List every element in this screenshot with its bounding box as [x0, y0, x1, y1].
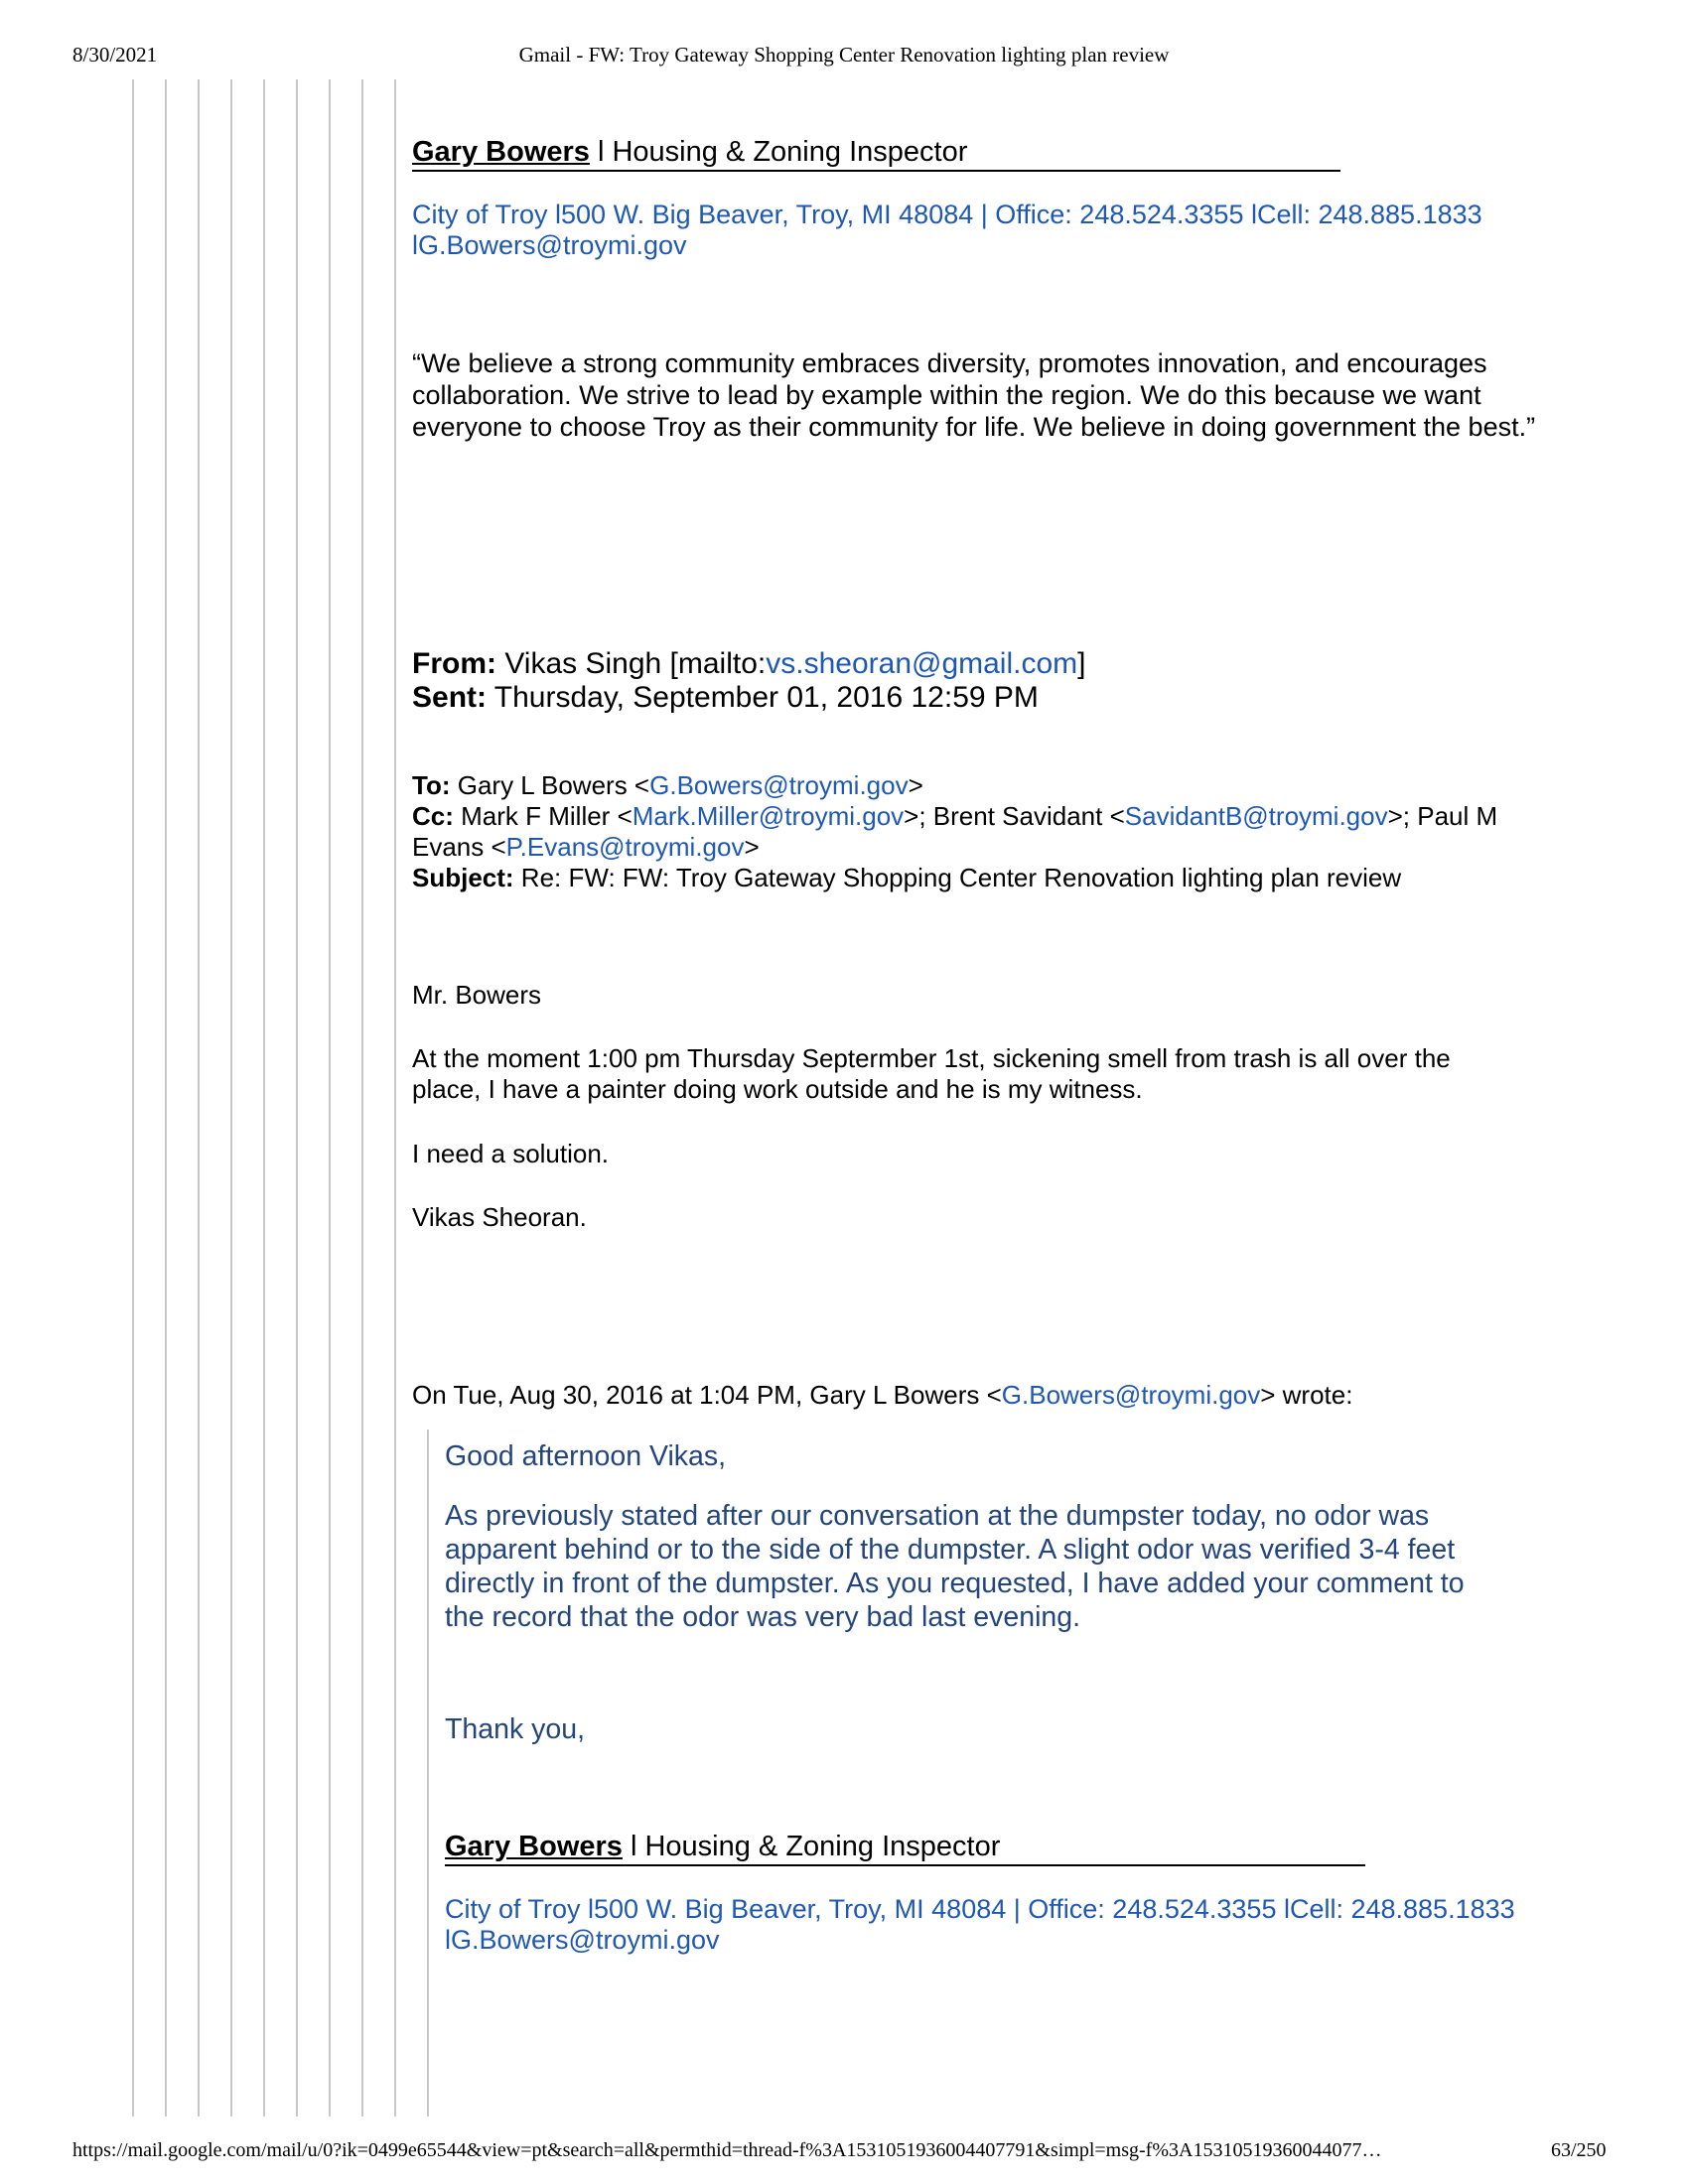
forward-cc: [412, 801, 1584, 832]
signature-title: l Housing & Zoning Inspector: [622, 1831, 1001, 1862]
quote-email-link[interactable]: G.Bowers@troymi.gov: [1001, 1380, 1261, 1410]
cc-name: Evans <: [412, 832, 506, 862]
cc-label: Cc:: [412, 801, 454, 831]
print-title: Gmail - FW: Troy Gateway Shopping Center Renovation lighting plan review: [518, 43, 1170, 67]
quoted-paragraph: [445, 1499, 1587, 1634]
print-url: https://mail.google.com/mail/u/0?ik=0499e65544&view=pt&search=all&permthid=thread-f%3A1531051936004407791&simpl=msg-f%3A15310519360044077…: [72, 2139, 1382, 2161]
body-greeting: Mr. Bowers: [412, 980, 542, 1010]
quote-header-prefix: On Tue, Aug 30, 2016 at 1:04 PM, Gary L Bowers <: [412, 1380, 1002, 1410]
quote-line: [165, 79, 167, 2116]
cc-email-link[interactable]: SavidantB@troymi.gov: [1124, 801, 1388, 831]
sent-label: Sent:: [412, 681, 487, 714]
signature-name: Gary Bowers: [412, 136, 590, 168]
signature-name: Gary Bowers: [445, 1831, 623, 1862]
to-close: >: [908, 770, 923, 800]
mission-line: “We believe a strong community embraces diversity, promotes innovation, and encourages: [412, 348, 1487, 378]
signature-top-address: City of Troy l500 W. Big Beaver, Troy, MI 48084 | Office: 248.524.3355 lCell: 248.885.1833: [412, 200, 1482, 229]
quote-line: [230, 79, 232, 2116]
sent-value: Thursday, September 01, 2016 12:59 PM: [487, 681, 1039, 714]
signature-top-email[interactable]: lG.Bowers@troymi.gov: [412, 230, 687, 260]
forward-to: [412, 770, 1584, 801]
quote-line: [329, 79, 331, 2116]
to-email-link[interactable]: G.Bowers@troymi.gov: [649, 770, 909, 800]
cc-name: Mark F Miller <: [453, 801, 633, 831]
cc-name: >; Brent Savidant <: [904, 801, 1125, 831]
cc-email-link[interactable]: P.Evans@troymi.gov: [505, 832, 745, 862]
signature-title: l Housing & Zoning Inspector: [589, 136, 968, 168]
body-signoff: Vikas Sheoran.: [412, 1202, 587, 1232]
quoted-line: As previously stated after our conversation at the dumpster today, no odor was: [445, 1500, 1430, 1532]
signature-bottom-email[interactable]: lG.Bowers@troymi.gov: [445, 1925, 720, 1955]
quoted-greeting: Good afternoon Vikas,: [445, 1440, 727, 1472]
forward-from: [412, 647, 1584, 681]
subject-value: Re: FW: FW: Troy Gateway Shopping Center Renovation lighting plan review: [513, 863, 1402, 892]
quote-line: [296, 79, 298, 2116]
body-request: I need a solution.: [412, 1139, 610, 1168]
body-line: place, I have a painter doing work outside and he is my witness.: [412, 1074, 1143, 1104]
forward-cc-cont: [412, 832, 1584, 863]
quoted-thanks: Thank you,: [445, 1713, 585, 1745]
signature-bottom-address: City of Troy l500 W. Big Beaver, Troy, MI 48084 | Office: 248.524.3355 lCell: 248.885.1833: [445, 1894, 1515, 1924]
to-name: Gary L Bowers <: [450, 770, 650, 800]
signature-bottom: [445, 1830, 1587, 1866]
quoted-line: the record that the odor was very bad last evening.: [445, 1601, 1081, 1633]
quote-line: [132, 79, 134, 2116]
signature-name-line: [445, 1830, 1365, 1866]
cc-email-link[interactable]: Mark.Miller@troymi.gov: [632, 801, 905, 831]
from-close: ]: [1077, 647, 1086, 680]
quote-line: [394, 79, 396, 2116]
mission-statement: [412, 347, 1584, 443]
from-label: From:: [412, 647, 496, 680]
to-label: To:: [412, 770, 451, 800]
forward-subject: [412, 863, 1584, 893]
quoted-line: directly in front of the dumpster. As you requested, I have added your comment to: [445, 1568, 1465, 1599]
signature-name-line: [412, 135, 1340, 172]
page-number: 63/250: [1551, 2139, 1607, 2161]
cc-name: >; Paul M: [1387, 801, 1498, 831]
cc-close: >: [744, 832, 760, 862]
quote-line: [198, 79, 200, 2116]
quote-line: [263, 79, 265, 2116]
forward-sent: [412, 681, 1584, 715]
from-email-link[interactable]: vs.sheoran@gmail.com: [766, 647, 1078, 680]
quote-line: [361, 79, 363, 2116]
quoted-line: apparent behind or to the side of the dumpster. A slight odor was verified 3-4 feet: [445, 1534, 1456, 1566]
body-line: At the moment 1:00 pm Thursday Septermber 1st, sickening smell from trash is all over the: [412, 1043, 1451, 1073]
quote-header-suffix: > wrote:: [1260, 1380, 1353, 1410]
body-paragraph: [412, 1043, 1584, 1105]
signature-top: [412, 135, 1584, 172]
print-date: 8/30/2021: [72, 43, 158, 67]
mission-line: collaboration. We strive to lead by example within the region. We do this because we want: [412, 380, 1481, 410]
mission-line: everyone to choose Troy as their community for life. We believe in doing government the best.”: [412, 412, 1536, 442]
from-name: Vikas Singh [mailto:: [496, 647, 767, 680]
quote-line: [427, 1430, 429, 2116]
quote-header: [412, 1380, 1584, 1411]
subject-label: Subject:: [412, 863, 514, 892]
